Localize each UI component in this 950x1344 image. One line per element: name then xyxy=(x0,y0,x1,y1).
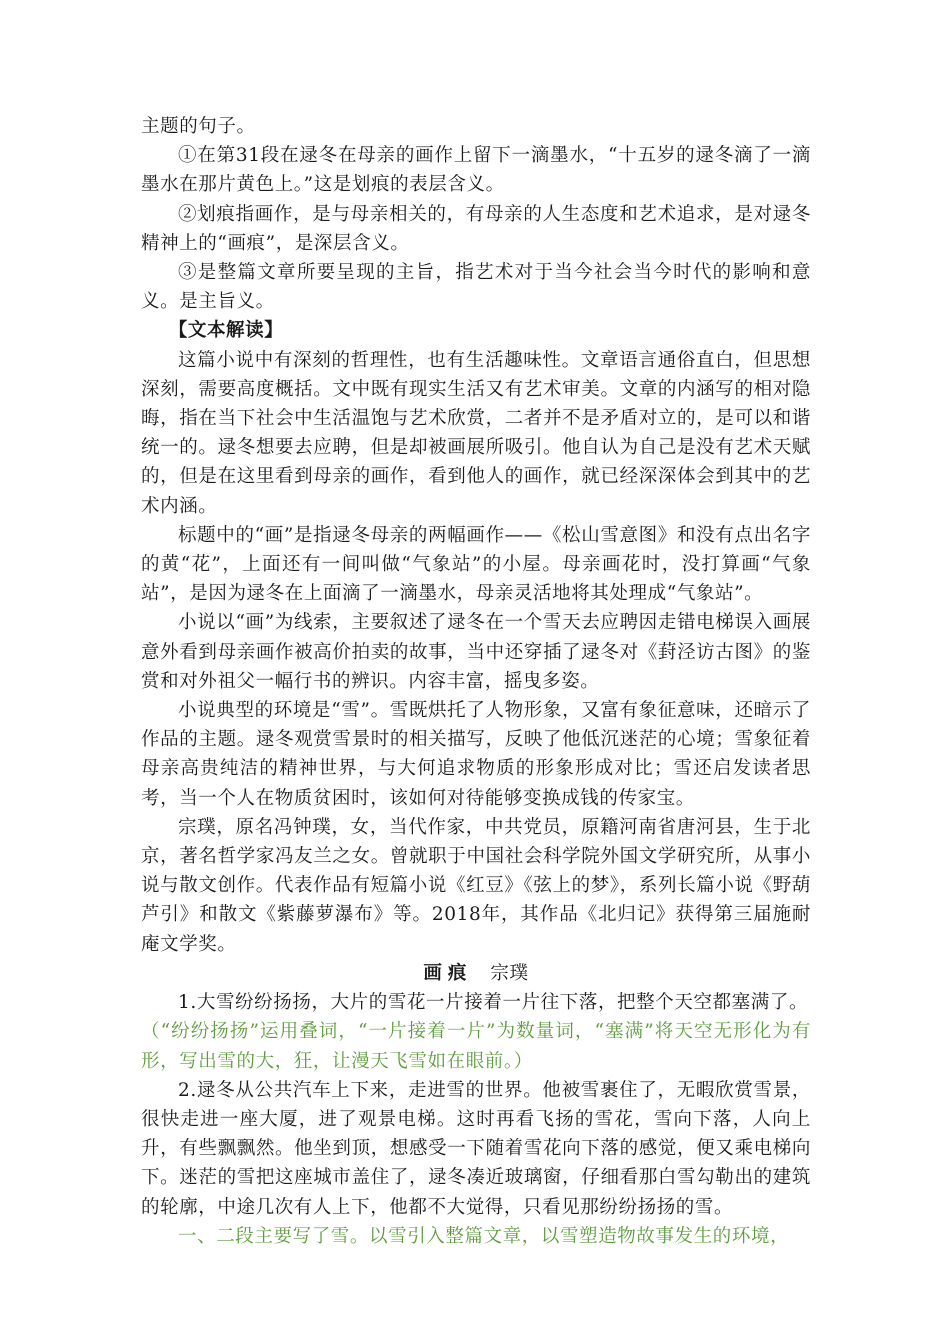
story-author: 宗璞 xyxy=(490,962,529,984)
reading-paragraph: 标题中的“画”是指逯冬母亲的两幅画作——《松山雪意图》和没有点出名字的黄“花”，上面还有一间叫做“气象站”的小屋。母亲画花时，没打算画“气象站”，是因为逯冬在上面滴了一滴墨水，母亲灵活地将其处理成“气象站”。 xyxy=(141,524,811,605)
reading-paragraph: 小说典型的环境是“雪”。雪既烘托了人物形象，又富有象征意味，还暗示了作品的主题。逯冬观赏雪景时的相关描写，反映了他低沉迷茫的心境；雪象征着母亲高贵纯洁的精神世界，与大何追求物质的形象形成对比；雪还启发读者思考，当一个人在物质贫困时，该如何对待能够变换成钱的传家宝。 xyxy=(141,700,811,809)
paragraph-point-3: ③是整篇文章所要呈现的主旨，指艺术对于当今社会当今时代的影响和意义。是主旨义。 xyxy=(141,262,811,313)
story-title: 画痕 xyxy=(423,962,473,984)
reading-paragraph: 这篇小说中有深刻的哲理性，也有生活趣味性。文章语言通俗直白，但思想深刻，需要高度概括。文中既有现实生活又有艺术审美。文章的内涵写的相对隐晦，指在当下社会中生活温饱与艺术欣赏，二者并不是矛盾对立的，是可以和谐统一的。逯冬想要去应聘，但是却被画展所吸引。他自认为自己是没有艺术天赋的，但是在这里看到母亲的画作，看到他人的画作，就已经深深体会到其中的艺术内涵。 xyxy=(141,349,811,517)
story-title-line xyxy=(141,959,811,988)
paragraph-topic-end: 主题的句子。 xyxy=(141,116,256,137)
section-heading: 【文本解读】 xyxy=(168,320,284,342)
annotation-paragraph-1: （“纷纷扬扬”运用叠词，“一片接着一片”为数量词，“塞满”将天空无形化为有形，写出雪的大，狂，让漫天飞雪如在眼前。） xyxy=(141,1021,811,1072)
story-paragraph-2: 2.逯冬从公共汽车上下来，走进雪的世界。他被雪裹住了，无暇欣赏雪景，很快走进一座大厦，进了观景电梯。这时再看飞扬的雪花，雪向下落，人向上升，有些飘飘然。他坐到顶，想感受一下随着雪花向下落的感觉，便又乘电梯向下。迷茫的雪把这座城市盖住了，逯冬凑近玻璃窗，仔细看那白雪勾勒出的建筑的轮廓，中途几次有人上下，他都不大觉得，只看见那纷纷扬扬的雪。 xyxy=(141,1079,811,1218)
story-paragraph-1: 1.大雪纷纷扬扬，大片的雪花一片接着一片往下落，把整个天空都塞满了。 xyxy=(178,992,809,1014)
document-page xyxy=(141,112,811,1251)
annotation-paragraph-2: 一、二段主要写了雪。以雪引入整篇文章，以雪塑造物故事发生的环境， xyxy=(178,1225,790,1247)
paragraph-point-2: ②划痕指画作，是与母亲相关的，有母亲的人生态度和艺术追求，是对逯冬精神上的“画痕”，是深层含义。 xyxy=(141,203,811,254)
reading-paragraph: 小说以“画”为线索，主要叙述了逯冬在一个雪天去应聘因走错电梯误入画展意外看到母亲画作被高价拍卖的故事，当中还穿插了逯冬对《葑泾访古图》的鉴赏和对外祖父一幅行书的辨识。内容丰富，摇曳多姿。 xyxy=(141,612,811,692)
paragraph-point-1: ①在第31段在逯冬在母亲的画作上留下一滴墨水，“十五岁的逯冬滴了一滴墨水在那片黄色上。”这是划痕的表层含义。 xyxy=(141,145,811,196)
author-bio-paragraph: 宗璞，原名冯钟璞，女，当代作家，中共党员，原籍河南省唐河县，生于北京，著名哲学家冯友兰之女。曾就职于中国社会科学院外国文学研究所，从事小说与散文创作。代表作品有短篇小说《红豆》《弦上的梦》，系列长篇小说《野葫芦引》和散文《紫藤萝瀑布》等。2018年，其作品《北归记》获得第三届施耐庵文学奖。 xyxy=(141,816,811,955)
